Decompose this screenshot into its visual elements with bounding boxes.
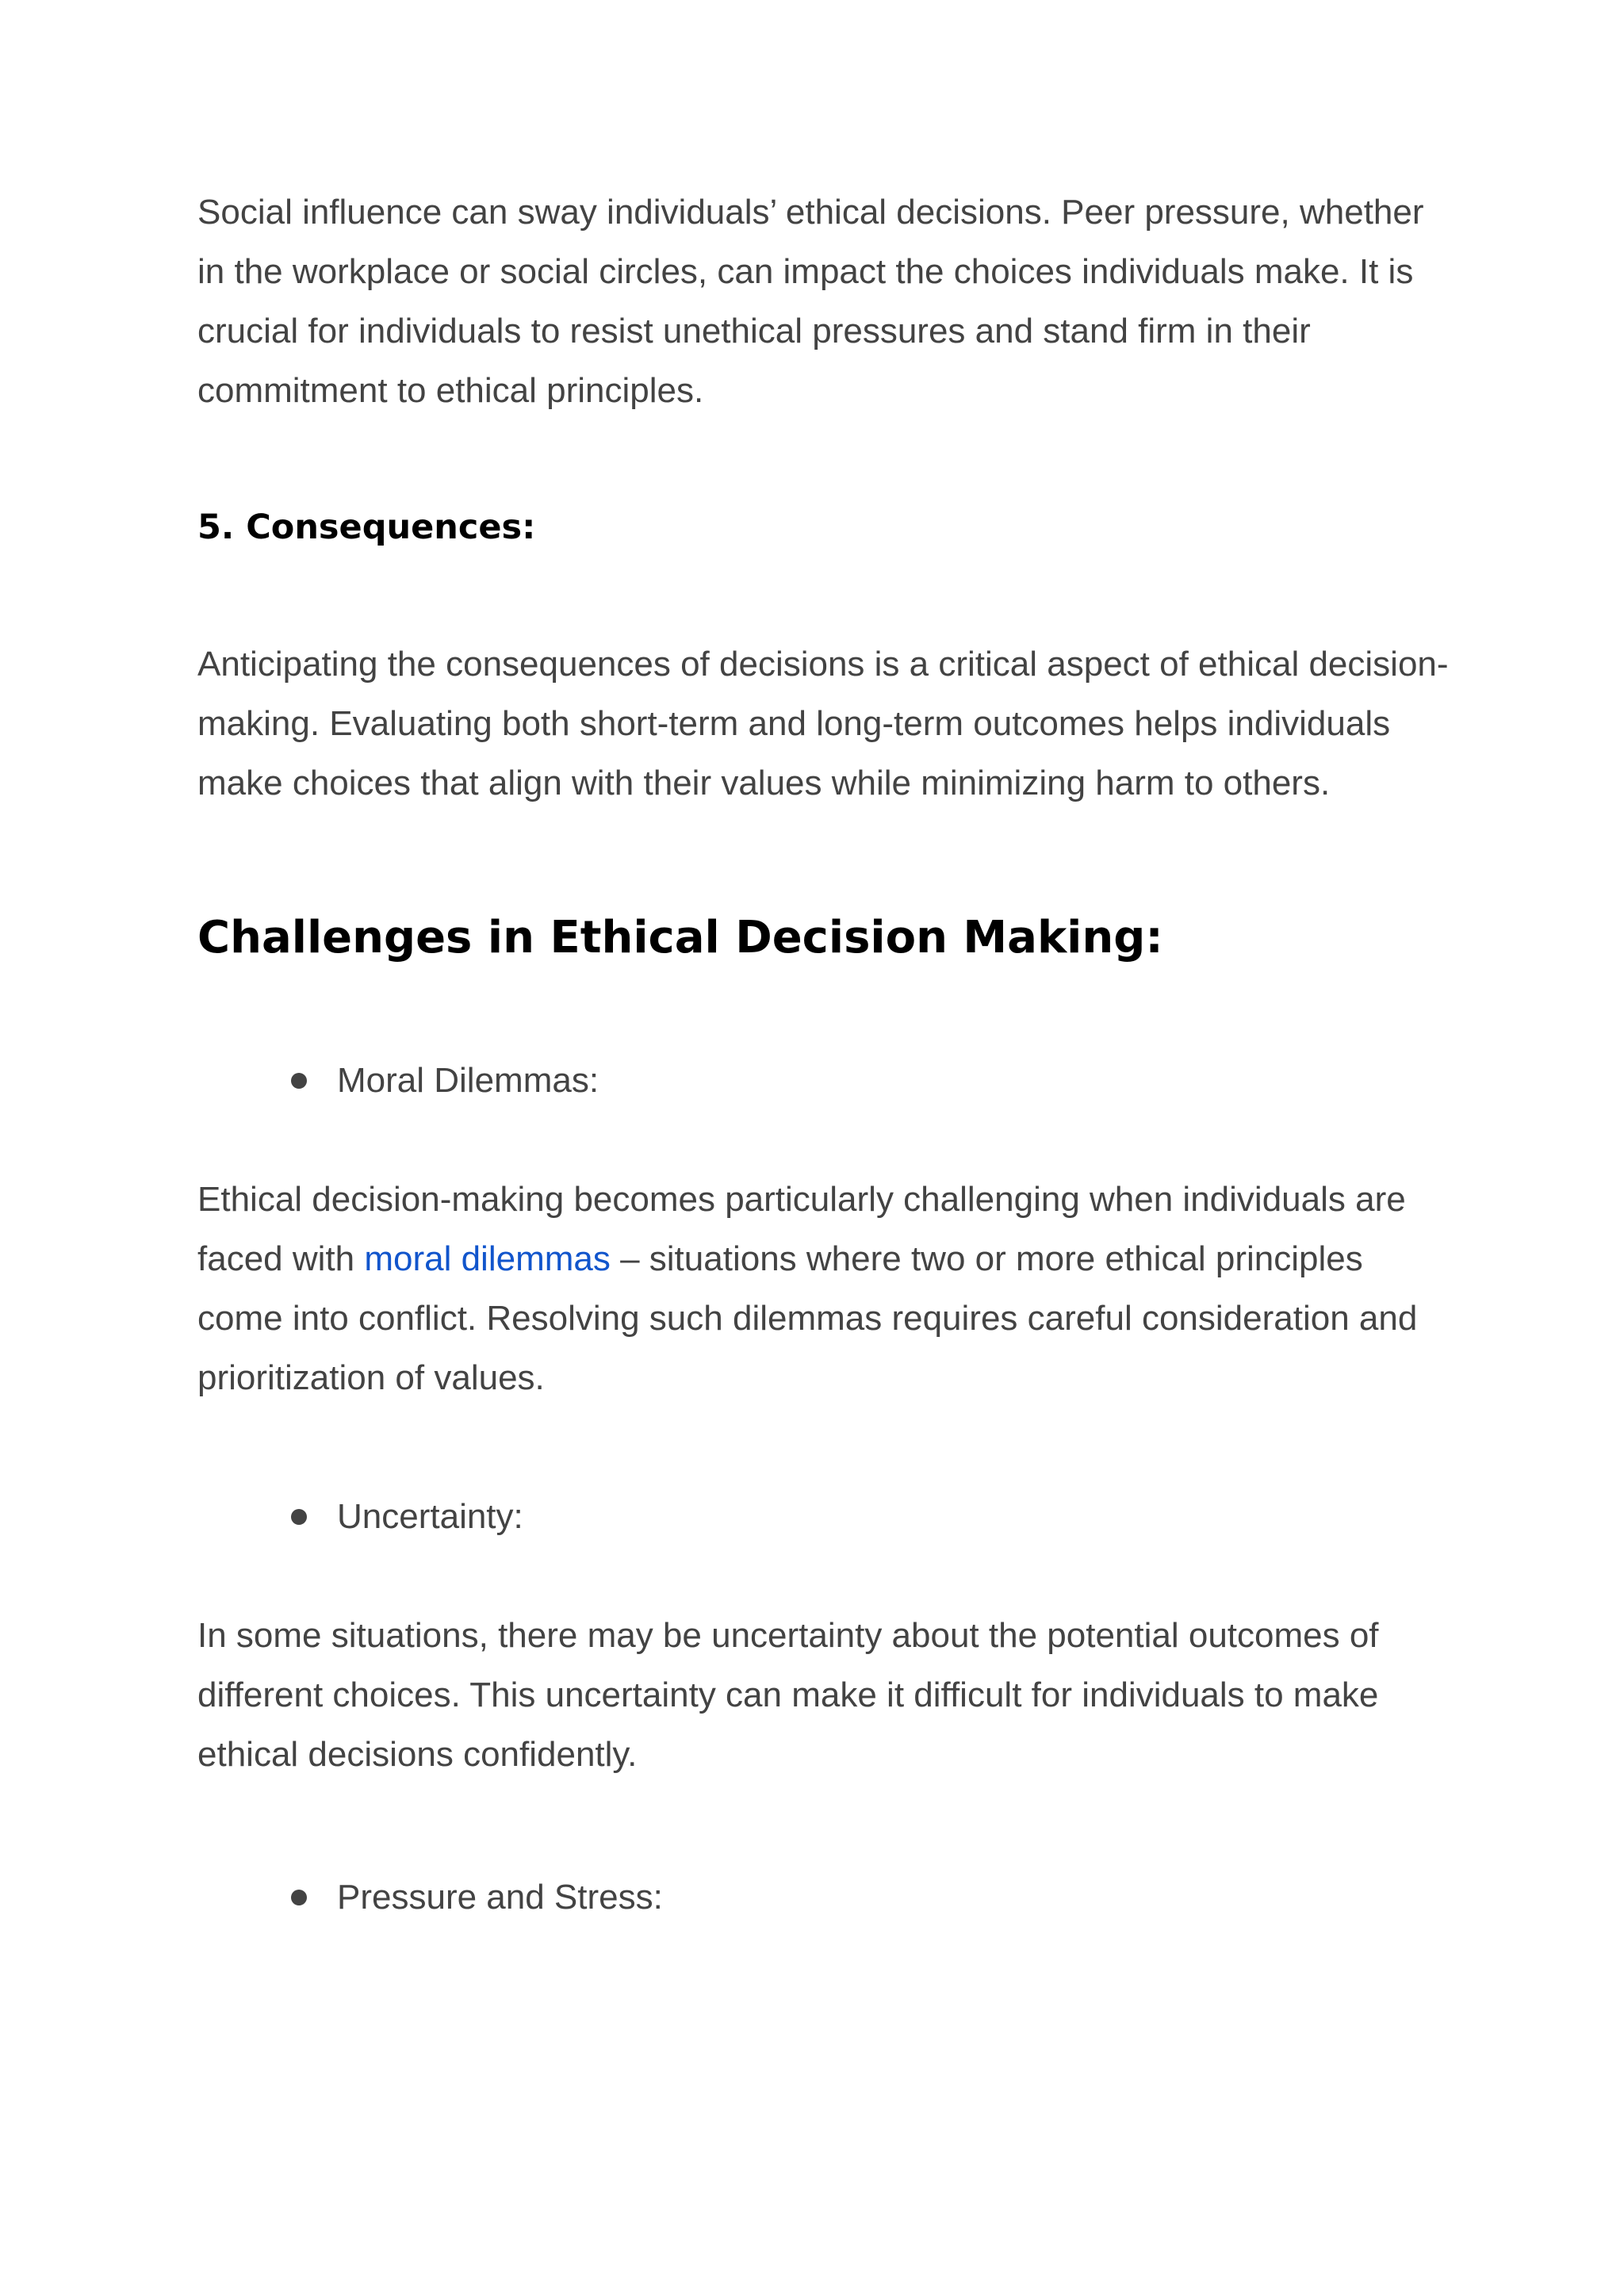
paragraph-social-influence: Social influence can sway individuals’ ethical decisions. Peer pressure, whether in the workplace or social circles, can impact the choices individuals make. It is crucial for individuals to resist unethical pressures and stand firm in their commitment to ethical principles. bbox=[197, 193, 1424, 410]
paragraph-consequences: Anticipating the consequences of decisions is a critical aspect of ethical decision-making. Evaluating both short-term and long-term outcomes helps individuals make choices that align with their values while minimizing harm to others. bbox=[197, 645, 1449, 802]
bullet-label-pressure-stress: Pressure and Stress: bbox=[337, 1878, 663, 1917]
bullet-icon bbox=[291, 1073, 307, 1089]
moral-dilemmas-link[interactable]: moral dilemmas bbox=[364, 1239, 611, 1278]
bullet-icon bbox=[291, 1890, 307, 1905]
paragraph-moral-text-before: Ethical decision-making becomes particularly challenging when individuals are faced with bbox=[197, 1180, 1406, 1278]
bullet-label-uncertainty: Uncertainty: bbox=[337, 1497, 523, 1536]
paragraph-uncertainty: In some situations, there may be uncertainty about the potential outcomes of different choices. This uncertainty can make it difficult for individuals to make ethical decisions confidently. bbox=[197, 1616, 1379, 1774]
paragraph-moral-dilemmas bbox=[197, 1170, 1450, 1407]
list-item-uncertainty bbox=[291, 1487, 1450, 1546]
bullet-icon bbox=[291, 1509, 307, 1525]
heading-consequences: 5. Consequences: bbox=[197, 507, 536, 547]
list-item-pressure-stress bbox=[291, 1867, 1450, 1927]
heading-challenges: Challenges in Ethical Decision Making: bbox=[197, 912, 1163, 963]
bullet-label-moral-dilemmas: Moral Dilemmas: bbox=[337, 1061, 599, 1100]
document-content bbox=[197, 182, 1450, 1927]
paragraph-moral-text-after: – situations where two or more ethical principles come into conflict. Resolving such dilemmas requires careful consideration and prioritization of values. bbox=[197, 1239, 1418, 1397]
list-item-moral-dilemmas bbox=[291, 1051, 1450, 1110]
